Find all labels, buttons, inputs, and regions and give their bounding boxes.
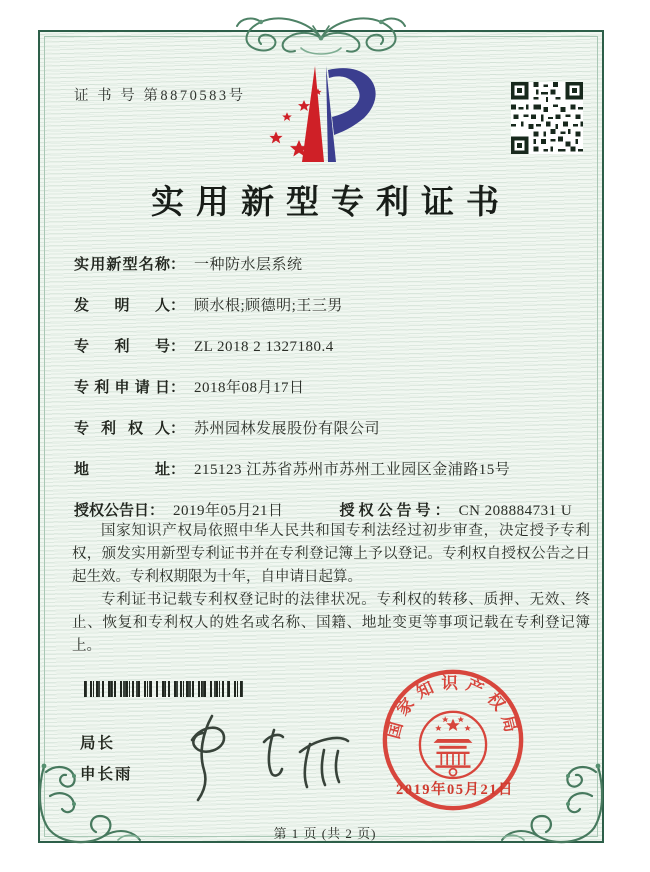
- barcode-icon: [84, 681, 246, 697]
- officer-block: [80, 731, 133, 793]
- field-value: 苏州园林发展股份有限公司: [194, 421, 381, 437]
- certificate-title: 实用新型专利证书: [151, 185, 511, 221]
- colon: ：: [170, 339, 186, 355]
- field-value: 2018年08月17日: [194, 380, 305, 396]
- officer-signature-icon: [172, 708, 362, 804]
- colon: ：: [170, 462, 186, 478]
- grant-date-label: 授权公告日: [74, 503, 150, 519]
- grant-no-label: 授权公告号: [339, 503, 435, 519]
- svg-text:国家知识产权局: [384, 673, 523, 740]
- field-label: 实用新型名称: [74, 257, 170, 273]
- field-label: 地址: [74, 462, 170, 478]
- field-row-filing-date: [74, 376, 588, 398]
- colon: ：: [170, 298, 186, 314]
- officer-title: 局长: [80, 735, 116, 752]
- grant-row: [74, 499, 588, 521]
- field-label: 专利申请日: [74, 380, 170, 396]
- legal-text: [72, 520, 590, 658]
- field-label: 专利号: [74, 339, 170, 355]
- grant-no-value: CN 208884731 U: [458, 503, 573, 519]
- top-scroll-ornament-icon: [215, 8, 427, 60]
- field-row-inventors: [74, 294, 588, 316]
- colon: ：: [170, 380, 186, 396]
- field-row-patentee: [74, 417, 588, 439]
- field-label: 专利权人: [74, 421, 170, 437]
- field-label: 发明人: [74, 298, 170, 314]
- page-number: 第 1 页 (共 2 页): [273, 826, 377, 841]
- colon: ：: [434, 503, 450, 519]
- colon: ：: [170, 421, 186, 437]
- field-row-patent-no: [74, 335, 588, 357]
- cnipa-logo-icon: [262, 64, 394, 166]
- seal-date: 2019年05月21日: [396, 782, 514, 798]
- field-value: ZL 2018 2 1327180.4: [194, 339, 334, 355]
- colon: ：: [170, 257, 186, 273]
- field-value: 215123 江苏省苏州市苏州工业园区金浦路15号: [194, 462, 511, 478]
- legal-paragraph-1: 国家知识产权局依照中华人民共和国专利法经过初步审查，决定授予专利权，颁发实用新型专利证书并在专利登记簿上予以登记。专利权自授权公告之日起生效。专利权期限为十年，自申请日起算。: [72, 523, 590, 585]
- field-row-address: [74, 458, 588, 480]
- officer-name: 申长雨: [80, 766, 133, 783]
- colon: ：: [149, 503, 165, 519]
- field-value: 顾水根;顾德明;王三男: [194, 298, 343, 314]
- certificate-number: 证 书 号 第8870583号: [74, 88, 246, 104]
- grant-date-value: 2019年05月21日: [173, 503, 284, 519]
- qr-code-icon: [511, 82, 583, 154]
- field-list: [74, 253, 588, 521]
- seal-arc-text: 国家知识产权局: [383, 673, 523, 741]
- field-value: 一种防水层系统: [194, 257, 303, 273]
- field-row-name: [74, 253, 588, 275]
- legal-paragraph-2: 专利证书记载专利权登记时的法律状况。专利权的转移、质押、无效、终止、恢复和专利权人的姓名或名称、国籍、地址变更等事项记载在专利登记簿上。: [72, 592, 590, 654]
